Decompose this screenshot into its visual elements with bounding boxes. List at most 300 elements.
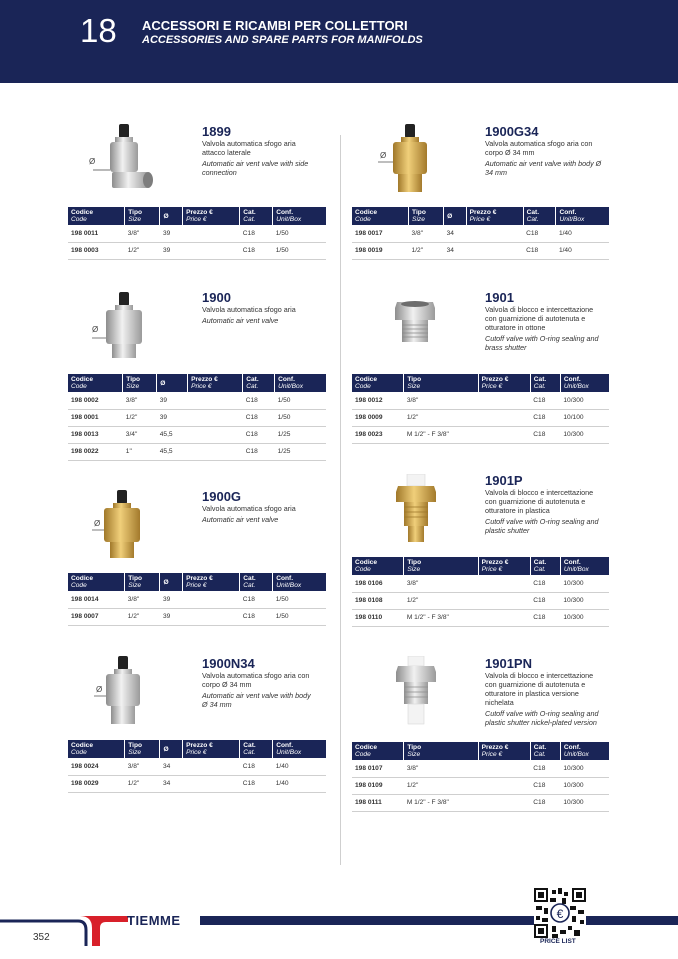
price-table: [68, 573, 326, 626]
product-code-title: 1900: [202, 290, 231, 305]
table-row: [68, 392, 326, 409]
table-row: [68, 758, 326, 775]
cell-code: 198 0029: [68, 775, 125, 792]
product-description: [485, 305, 605, 352]
column-header: [273, 207, 326, 225]
column-header: [273, 573, 326, 591]
column-header-en: Code: [71, 216, 87, 223]
description-en: Automatic air vent valve with body Ø 34 mm: [202, 691, 311, 709]
table-header-row: [352, 557, 609, 575]
column-header-en: Price €: [186, 582, 207, 589]
table-row: [68, 242, 326, 259]
table-header-row: [352, 742, 609, 760]
product-description: [202, 305, 317, 325]
table-cell: 10/300: [560, 592, 609, 609]
column-header: [478, 374, 530, 392]
svg-text:Ø: Ø: [89, 157, 96, 166]
product-image-1900g: [92, 488, 152, 566]
column-header-en: Size: [412, 216, 425, 223]
column-header: [409, 207, 444, 225]
product-description: [202, 139, 317, 177]
table-cell: C18: [530, 609, 560, 626]
column-header-en: Unit/Box: [276, 749, 302, 756]
table-cell: [478, 409, 530, 426]
column-header-it: Cat.: [533, 744, 547, 751]
description-en: Automatic air vent valve with body Ø 34 mm: [485, 159, 602, 177]
table-row: [352, 426, 609, 443]
table-cell: 3/8": [404, 760, 478, 777]
column-header-it: Codice: [71, 376, 93, 383]
table-cell: [478, 392, 530, 409]
table-cell: 1/2": [404, 592, 478, 609]
product-code-title: 1901: [485, 290, 514, 305]
column-header-it: Conf.: [276, 575, 294, 582]
column-header-en: Unit/Box: [563, 751, 589, 758]
table-cell: [478, 609, 530, 626]
column-header-en: Cat.: [533, 566, 546, 573]
column-header-it: Tipo: [128, 575, 143, 582]
table-cell: [183, 608, 240, 625]
table-row: [68, 443, 326, 460]
table-row: [68, 591, 326, 608]
column-header: [556, 207, 609, 225]
description-it: Valvola automatica sfogo aria con corpo Ø 34 mm: [202, 671, 310, 689]
column-header: [123, 374, 157, 392]
column-header: [478, 742, 530, 760]
product-image-1901pn: [394, 656, 438, 726]
table-cell: 34: [160, 758, 183, 775]
table-cell: 1/2": [123, 409, 157, 426]
table-cell: 1/2": [125, 608, 160, 625]
table-cell: 10/300: [560, 575, 609, 592]
table-cell: 1/50: [273, 591, 326, 608]
column-header-en: Unit/Box: [563, 383, 589, 390]
description-en: Automatic air vent valve: [202, 316, 279, 325]
table-cell: 10/300: [560, 609, 609, 626]
column-header-it: Tipo: [126, 376, 141, 383]
table-cell: [183, 591, 240, 608]
description-en: Cutoff valve with O-ring sealing and plastic shutter nickel-plated version: [485, 709, 599, 727]
table-header-row: [68, 374, 326, 392]
table-cell: 34: [160, 775, 183, 792]
column-header-it: Cat.: [243, 209, 256, 216]
table-cell: [466, 225, 523, 242]
price-table: [352, 207, 609, 260]
column-header: [523, 207, 556, 225]
table-cell: 1": [123, 443, 157, 460]
column-header-it: Ø: [163, 745, 169, 753]
column-header-en: Cat.: [243, 582, 256, 589]
column-header-it: Tipo: [128, 742, 143, 749]
table-header-row: [68, 740, 326, 758]
table-cell: C18: [530, 409, 560, 426]
column-header-it: Conf.: [276, 209, 294, 216]
table-cell: M 1/2" - F 3/8": [404, 609, 478, 626]
table-cell: 1/50: [273, 608, 326, 625]
table-cell: [188, 409, 243, 426]
svg-text:Ø: Ø: [380, 151, 387, 160]
column-header-en: Unit/Box: [278, 383, 303, 390]
column-header-en: Code: [71, 383, 87, 390]
page-header: [0, 0, 678, 83]
column-header-en: Size: [407, 566, 421, 573]
table-cell: 1/40: [556, 242, 609, 259]
column-header-en: Unit/Box: [563, 566, 589, 573]
column-header: [273, 740, 326, 758]
column-header-en: Price €: [481, 566, 503, 573]
column-header-it: Ø: [160, 379, 166, 387]
column-header-it: Tipo: [407, 376, 422, 383]
page-title: ACCESSORI E RICAMBI PER COLLETTORI: [142, 18, 408, 33]
description-it: Valvola automatica sfogo aria attacco laterale: [202, 139, 296, 157]
cell-code: 198 0009: [352, 409, 404, 426]
column-header-en: Unit/Box: [559, 216, 585, 223]
table-cell: C18: [243, 426, 275, 443]
table-cell: 1/50: [275, 409, 326, 426]
table-cell: 39: [160, 608, 183, 625]
table-cell: 10/300: [560, 760, 609, 777]
column-header-en: Price €: [191, 383, 212, 390]
table-cell: C18: [530, 592, 560, 609]
table-row: [352, 242, 609, 259]
column-header-en: Price €: [186, 216, 207, 223]
cell-code: 198 0107: [352, 760, 404, 777]
table-cell: C18: [530, 760, 560, 777]
column-header-it: Prezzo €: [469, 209, 497, 216]
table-cell: 1/40: [556, 225, 609, 242]
table-cell: 1/25: [275, 426, 326, 443]
table-cell: 10/300: [560, 777, 609, 794]
column-header-en: Cat.: [246, 383, 259, 390]
table-cell: C18: [240, 591, 273, 608]
table-cell: 1/25: [275, 443, 326, 460]
column-header-it: Codice: [71, 209, 93, 216]
column-header-en: Code: [355, 566, 371, 573]
table-cell: 3/8": [404, 575, 478, 592]
product-description: [485, 139, 605, 177]
cell-code: 198 0013: [68, 426, 123, 443]
table-cell: 39: [160, 591, 183, 608]
table-cell: 3/8": [125, 591, 160, 608]
product-code-title: 1899: [202, 124, 231, 139]
column-header: [352, 207, 409, 225]
column-header-it: Ø: [163, 212, 169, 220]
table-header-row: [68, 573, 326, 591]
column-header-en: Cat.: [243, 749, 256, 756]
column-header-en: Cat.: [243, 216, 256, 223]
column-header-en: Size: [407, 383, 421, 390]
table-cell: 3/8": [404, 392, 478, 409]
description-en: Automatic air vent valve: [202, 515, 279, 524]
table-cell: [183, 758, 240, 775]
column-header-it: Tipo: [412, 209, 426, 216]
column-header: [183, 207, 240, 225]
column-header: [183, 740, 240, 758]
column-header-en: Size: [128, 749, 142, 756]
table-row: [352, 609, 609, 626]
table-cell: 34: [444, 242, 467, 259]
table-cell: 3/8": [123, 392, 157, 409]
table-cell: 39: [160, 225, 183, 242]
column-header-it: Prezzo €: [186, 575, 213, 582]
table-cell: 10/100: [560, 409, 609, 426]
footer-bar: [200, 916, 678, 925]
description-it: Valvola automatica sfogo aria con corpo Ø 34 mm: [485, 139, 593, 157]
column-header-it: Codice: [355, 744, 377, 751]
table-cell: 3/8": [409, 225, 444, 242]
column-header-it: Conf.: [276, 742, 294, 749]
description-en: Automatic air vent valve with side connection: [202, 159, 309, 177]
table-cell: 3/8": [125, 758, 160, 775]
column-header: [68, 207, 125, 225]
table-cell: [478, 760, 530, 777]
column-header-it: Cat.: [243, 742, 256, 749]
price-table: [352, 742, 609, 812]
product-image-1900g34: [378, 122, 438, 198]
column-header-en: Cat.: [526, 216, 539, 223]
table-cell: C18: [240, 225, 273, 242]
qr-code-icon[interactable]: [534, 888, 586, 938]
column-header-it: Tipo: [128, 209, 143, 216]
column-header: [183, 573, 240, 591]
cell-code: 198 0110: [352, 609, 404, 626]
table-cell: [466, 242, 523, 259]
table-row: [352, 760, 609, 777]
table-row: [68, 409, 326, 426]
description-en: Cutoff valve with O-ring sealing and plastic shutter: [485, 517, 599, 535]
cell-code: 198 0002: [68, 392, 123, 409]
column-header: [243, 374, 275, 392]
description-it: Valvola di blocco e intercettazione con guarnizione di autotenuta e otturatore in ottone: [485, 305, 594, 332]
table-cell: 1/2": [409, 242, 444, 259]
product-image-1901p: [394, 474, 438, 544]
brand-swoosh: [0, 912, 128, 946]
cell-code: 198 0108: [352, 592, 404, 609]
cell-code: 198 0109: [352, 777, 404, 794]
column-header: [404, 742, 478, 760]
table-cell: 39: [157, 392, 188, 409]
table-header-row: [352, 374, 609, 392]
column-header-en: Unit/Box: [276, 582, 302, 589]
column-header-it: Conf.: [278, 376, 295, 383]
column-header-en: Code: [355, 216, 371, 223]
column-header: [157, 374, 188, 392]
table-cell: M 1/2" - F 3/8": [404, 426, 478, 443]
cell-code: 198 0007: [68, 608, 125, 625]
description-it: Valvola di blocco e intercettazione con guarnizione di autotenuta e otturatore in plastica: [485, 488, 594, 515]
table-row: [352, 409, 609, 426]
product-image-1900: [92, 290, 154, 366]
column-header-it: Tipo: [407, 744, 422, 751]
product-image-1900n34: [94, 654, 152, 730]
table-cell: C18: [523, 225, 556, 242]
page-number: 352: [33, 932, 50, 943]
table-cell: [183, 775, 240, 792]
table-cell: 39: [160, 242, 183, 259]
table-row: [68, 775, 326, 792]
column-header: [560, 742, 609, 760]
column-header: [68, 573, 125, 591]
table-cell: C18: [530, 794, 560, 811]
column-header: [240, 740, 273, 758]
column-header: [466, 207, 523, 225]
column-header-it: Ø: [447, 212, 453, 220]
product-image-1899: [88, 122, 158, 197]
table-cell: 34: [444, 225, 467, 242]
table-cell: [188, 392, 243, 409]
cell-code: 198 0012: [352, 392, 404, 409]
column-header-it: Cat.: [533, 376, 547, 383]
column-header-en: Size: [126, 383, 140, 390]
column-header-it: Conf.: [563, 744, 581, 751]
column-header: [275, 374, 326, 392]
table-row: [352, 575, 609, 592]
price-table: [68, 740, 326, 793]
table-cell: [478, 592, 530, 609]
table-cell: 1/2": [125, 775, 160, 792]
product-description: [485, 671, 605, 727]
description-it: Valvola di blocco e intercettazione con guarnizione di autotenuta e otturatore in plastica versione nichelata: [485, 671, 594, 707]
cell-code: 198 0003: [68, 242, 125, 259]
column-header-it: Codice: [71, 742, 93, 749]
chapter-number: 18: [80, 12, 117, 49]
price-table: [352, 374, 609, 444]
column-header-en: Price €: [481, 383, 503, 390]
table-cell: C18: [530, 575, 560, 592]
table-cell: 3/4": [123, 426, 157, 443]
cell-code: 198 0011: [68, 225, 125, 242]
table-cell: 1/2": [125, 242, 160, 259]
cell-code: 198 0023: [352, 426, 404, 443]
column-header: [404, 374, 478, 392]
cell-code: 198 0017: [352, 225, 409, 242]
table-cell: 45,5: [157, 443, 188, 460]
table-cell: C18: [240, 242, 273, 259]
table-cell: C18: [530, 426, 560, 443]
column-header: [125, 207, 160, 225]
product-image-1901: [393, 298, 437, 348]
table-cell: C18: [240, 608, 273, 625]
column-header-en: Cat.: [533, 751, 546, 758]
table-cell: 10/300: [560, 794, 609, 811]
column-header-it: Conf.: [563, 376, 581, 383]
column-header: [352, 374, 404, 392]
table-cell: [478, 426, 530, 443]
description-it: Valvola automatica sfogo aria: [202, 305, 296, 314]
table-cell: [188, 426, 243, 443]
table-cell: 1/40: [273, 758, 326, 775]
column-header-it: Prezzo €: [186, 209, 213, 216]
column-header-it: Codice: [355, 376, 377, 383]
column-header: [560, 557, 609, 575]
column-header-it: Cat.: [526, 209, 540, 216]
table-cell: 10/300: [560, 392, 609, 409]
table-cell: 3/8": [125, 225, 160, 242]
column-header: [68, 740, 125, 758]
page-subtitle: ACCESSORIES AND SPARE PARTS FOR MANIFOLDS: [142, 34, 423, 46]
column-header-en: Unit/Box: [276, 216, 302, 223]
column-header-en: Cat.: [533, 383, 546, 390]
column-header-it: Prezzo €: [191, 376, 218, 383]
column-header-it: Conf.: [559, 209, 577, 216]
price-list-label: PRICE LIST: [540, 938, 576, 945]
price-table: [68, 207, 326, 260]
column-header-it: Cat.: [533, 559, 547, 566]
svg-text:Ø: Ø: [94, 519, 101, 528]
column-header-it: Prezzo €: [481, 376, 509, 383]
table-cell: C18: [530, 777, 560, 794]
price-table: [352, 557, 609, 627]
column-header: [530, 557, 560, 575]
svg-text:Ø: Ø: [92, 325, 99, 334]
cell-code: 198 0019: [352, 242, 409, 259]
table-row: [352, 225, 609, 242]
brand-logo: TIEMME: [127, 913, 181, 928]
column-header-it: Ø: [163, 578, 169, 586]
column-header-en: Size: [128, 582, 142, 589]
column-header-en: Size: [407, 751, 421, 758]
table-cell: [183, 225, 240, 242]
column-header: [68, 374, 123, 392]
table-cell: 1/2": [404, 777, 478, 794]
table-cell: C18: [243, 443, 275, 460]
column-header-it: Codice: [355, 209, 377, 216]
svg-text:€: €: [556, 907, 564, 921]
column-header: [404, 557, 478, 575]
product-code-title: 1900G34: [485, 124, 539, 139]
column-header-en: Size: [128, 216, 142, 223]
product-description: [202, 504, 317, 524]
product-code-title: 1901P: [485, 473, 523, 488]
table-row: [68, 225, 326, 242]
table-cell: [478, 575, 530, 592]
cell-code: 198 0022: [68, 443, 123, 460]
cell-code: 198 0111: [352, 794, 404, 811]
column-header: [478, 557, 530, 575]
price-table: [68, 374, 326, 461]
product-description: [485, 488, 605, 535]
table-cell: C18: [240, 775, 273, 792]
table-cell: C18: [240, 758, 273, 775]
column-divider: [340, 135, 341, 865]
column-header-it: Codice: [355, 559, 377, 566]
column-header-en: Code: [355, 751, 371, 758]
table-cell: C18: [243, 409, 275, 426]
table-cell: [478, 777, 530, 794]
svg-text:Ø: Ø: [96, 685, 103, 694]
table-row: [352, 777, 609, 794]
table-cell: 45,5: [157, 426, 188, 443]
table-cell: [478, 794, 530, 811]
column-header: [160, 207, 183, 225]
column-header: [240, 207, 273, 225]
table-cell: 1/40: [273, 775, 326, 792]
table-cell: 39: [157, 409, 188, 426]
column-header-en: Code: [71, 582, 87, 589]
table-row: [68, 426, 326, 443]
column-header-it: Prezzo €: [481, 744, 509, 751]
table-cell: 1/50: [275, 392, 326, 409]
column-header-it: Prezzo €: [481, 559, 509, 566]
table-cell: [188, 443, 243, 460]
table-row: [352, 592, 609, 609]
column-header: [125, 573, 160, 591]
column-header-it: Prezzo €: [186, 742, 213, 749]
column-header-it: Cat.: [243, 575, 256, 582]
table-cell: 10/300: [560, 426, 609, 443]
column-header: [160, 573, 183, 591]
column-header: [352, 742, 404, 760]
